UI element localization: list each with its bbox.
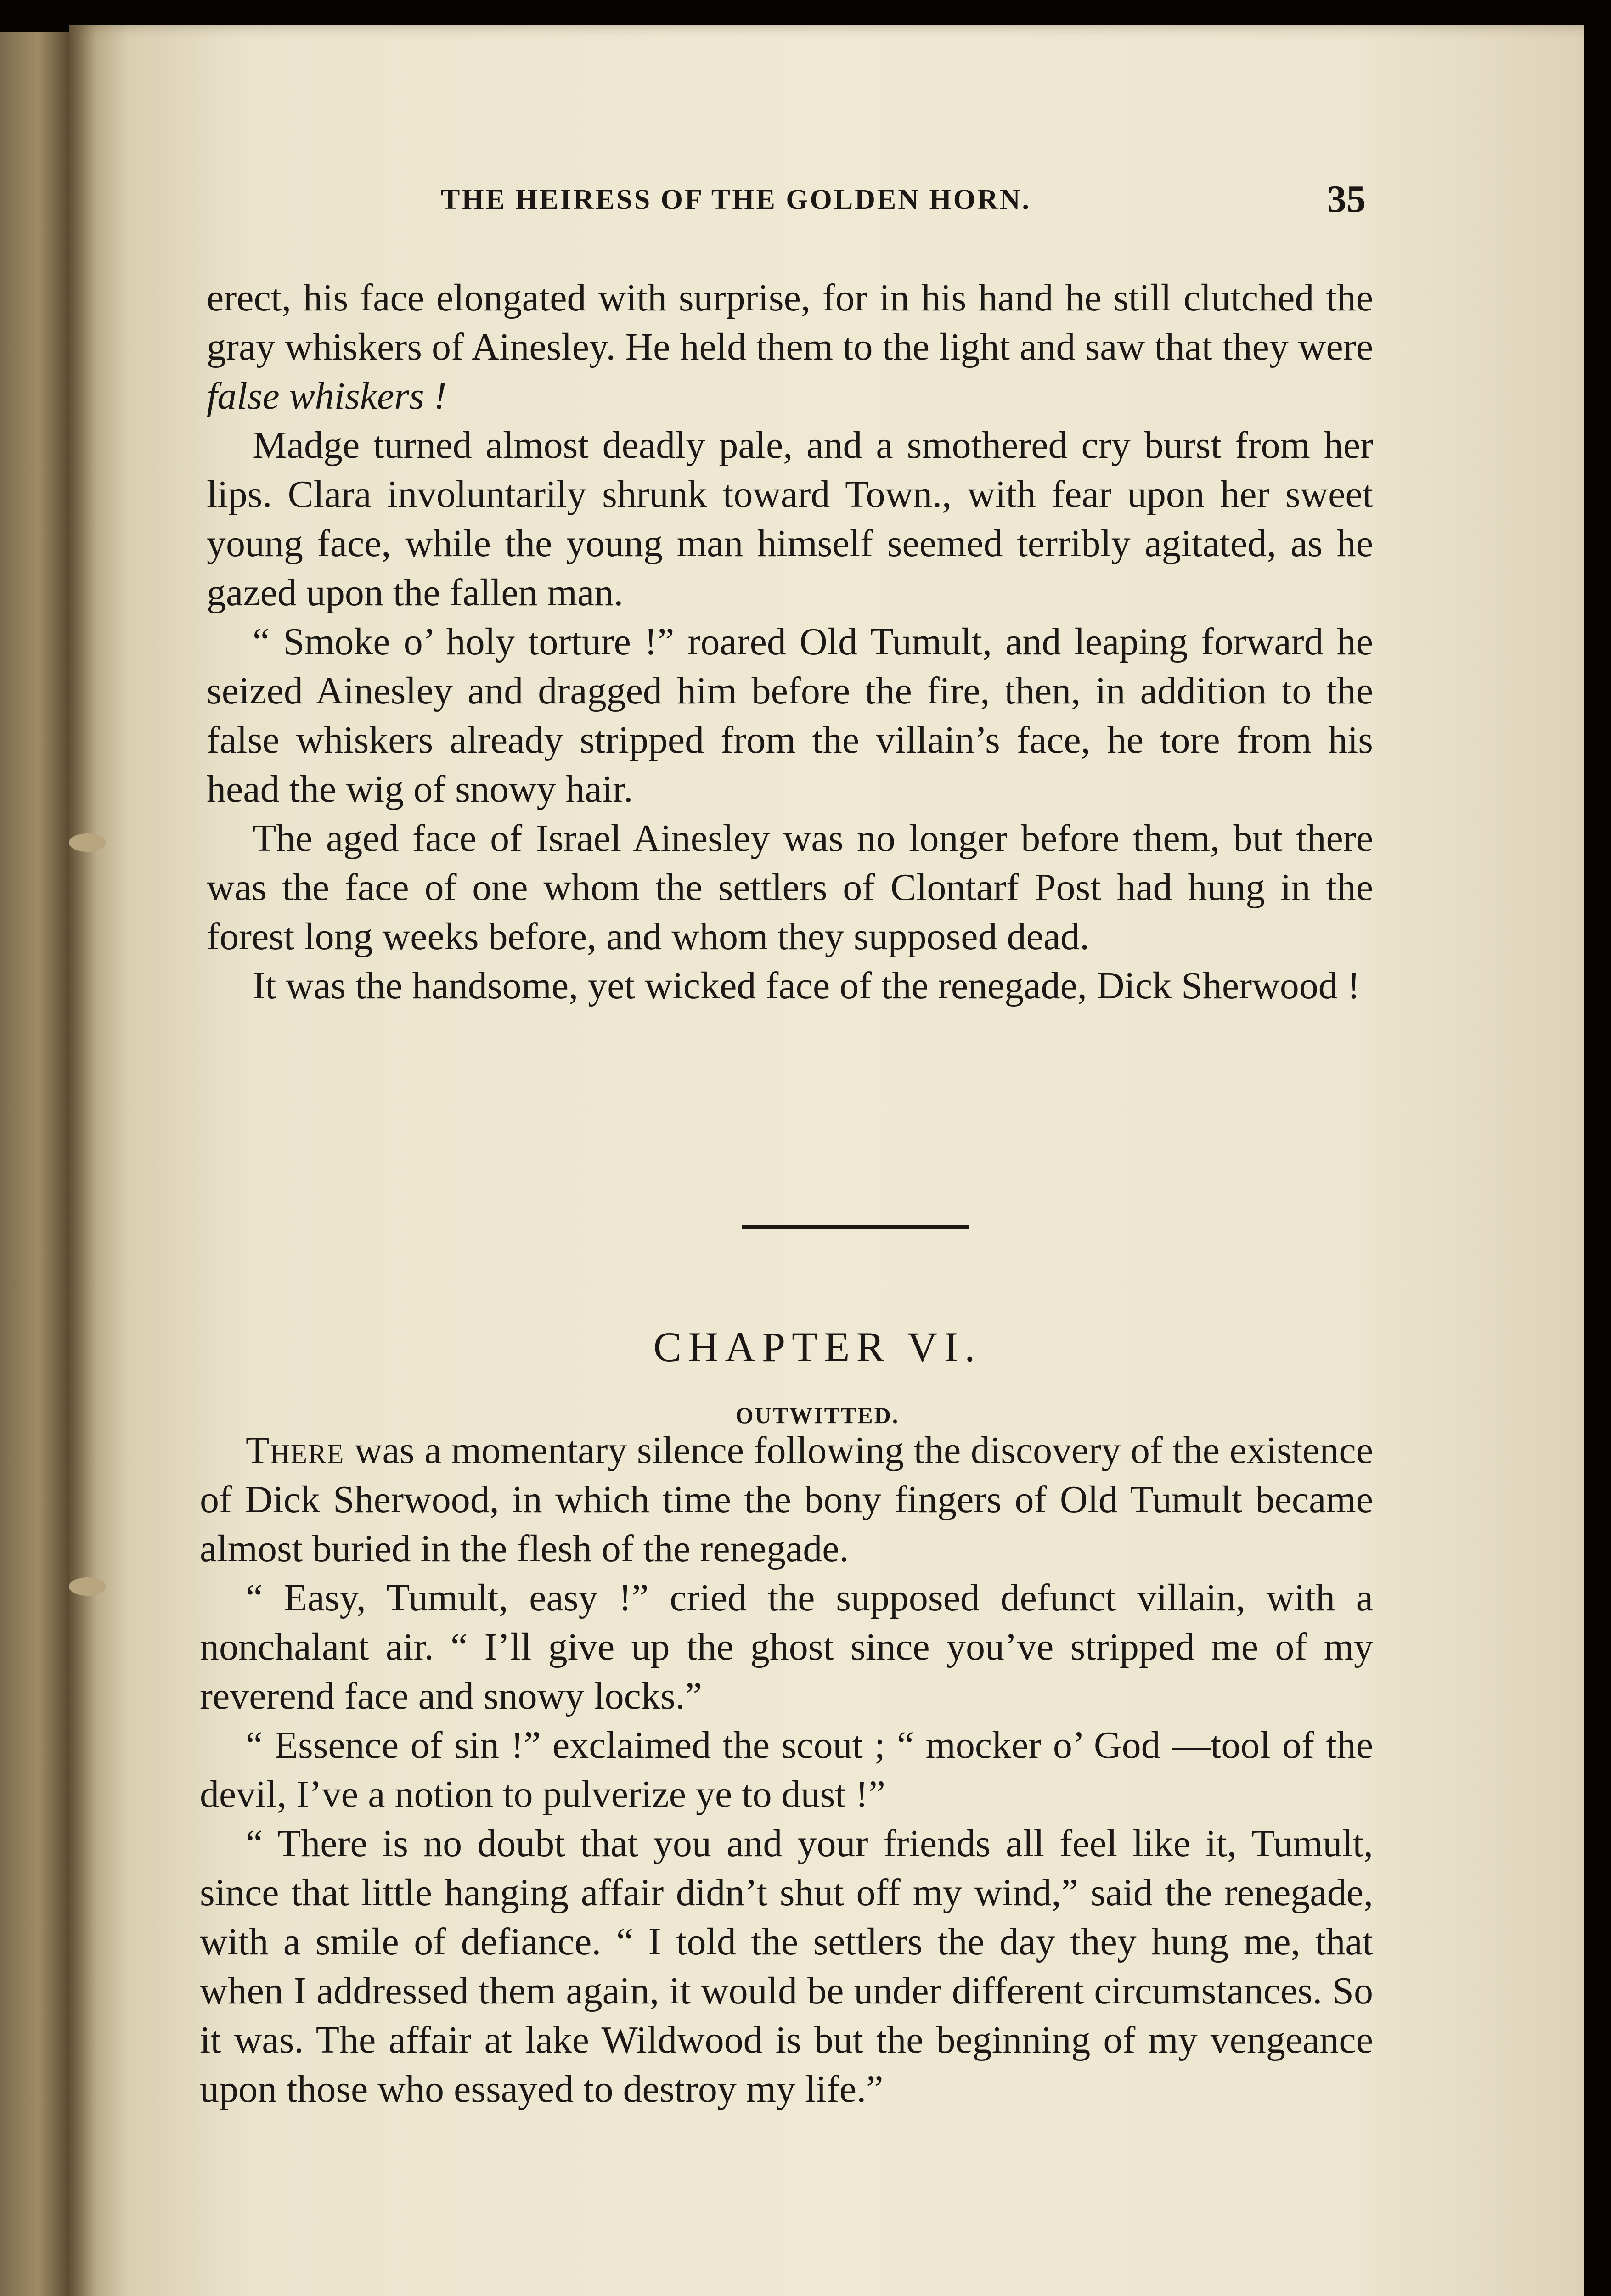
chapter-subheading <box>69 1402 1584 1429</box>
binding-tear <box>69 833 106 852</box>
paragraph <box>207 273 1373 421</box>
paragraph: “ Smoke o’ holy torture !” roared Old Tumult, and leaping forward he seized Ainesley and dragged him before the fire, then, in addition to the false whiskers already stripped from the villain’s face, he tore from his head the wig of snowy hair. <box>207 620 1373 810</box>
chapter-heading <box>69 1322 1584 1371</box>
lead-word: There <box>246 1429 345 1472</box>
running-head <box>69 165 1584 234</box>
chapter-title: CHAPTER VI. <box>653 1323 982 1370</box>
gutter-shadow <box>69 25 96 2296</box>
page-number: 35 <box>1327 178 1366 220</box>
text-before-chapter <box>207 273 1373 1010</box>
paragraph: “ There is no doubt that you and your friends all feel like it, Tumult, since that little hanging affair didn’t shut off my wind,” said the renegade, with a smile of defiance. “ I told the settlers the day they hung me, that when I addressed them again, it would be under different circumstances. So it was. The affair at lake Wildwood is but the beginning of my vengeance upon those who essayed to destroy my life.” <box>200 1822 1373 2110</box>
paragraph <box>200 1426 1373 1573</box>
text-after-chapter <box>200 1426 1373 2114</box>
running-head-title: THE HEIRESS OF THE GOLDEN HORN. <box>441 184 1031 215</box>
paragraph: “ Easy, Tumult, easy !” cried the supposed defunct villain, with a nonchalant air. “ I’ll give up the ghost since you’ve stripped me of my reverend face and snowy locks.” <box>200 1576 1373 1717</box>
book-page <box>69 25 1584 2296</box>
binding-tear <box>69 1577 106 1596</box>
paragraph: Madge turned almost deadly pale, and a smothered cry burst from her lips. Clara involuntarily shrunk toward Town., with fear upon her sweet young face, while the young man himself seemed terribly agitated, as he gazed upon the fallen man. <box>207 424 1373 614</box>
section-rule <box>742 1225 969 1229</box>
chapter-subtitle: OUTWITTED. <box>735 1402 900 1428</box>
paragraph-text: was a momentary silence following the discovery of the existence of Dick Sherwood, in which time the bony fingers of Old Tumult became almost buried in the flesh of the renegade. <box>200 1429 1373 1570</box>
paragraph-text: erect, his face elongated with surprise, for in his hand he still clutched the gray whiskers of Ainesley. He held them to the light and saw that they were <box>207 276 1373 368</box>
emphasis-text: false whiskers ! <box>207 375 447 417</box>
facing-page-edge <box>0 32 69 2296</box>
paragraph: It was the handsome, yet wicked face of the renegade, Dick Sherwood ! <box>253 964 1360 1007</box>
paragraph: The aged face of Israel Ainesley was no longer before them, but there was the face of one whom the settlers of Clontarf Post had hung in the forest long weeks before, and whom they supposed dead. <box>207 817 1373 958</box>
paragraph: “ Essence of sin !” exclaimed the scout ; “ mocker o’ God —tool of the devil, I’ve a notion to pulverize ye to dust !” <box>200 1724 1373 1816</box>
